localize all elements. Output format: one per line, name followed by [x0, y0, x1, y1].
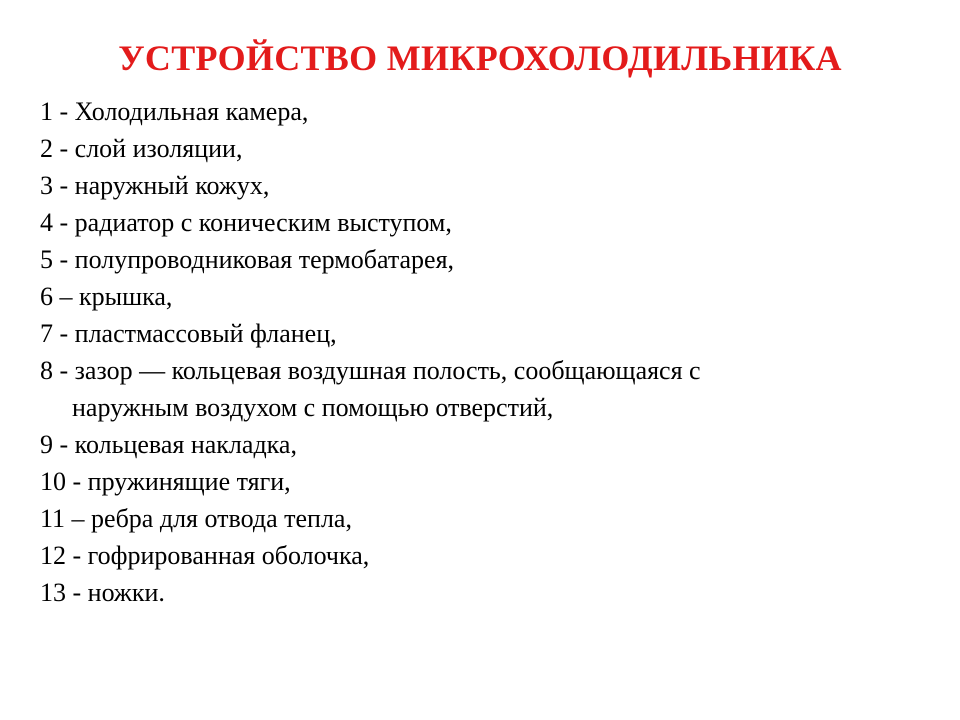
list-item-text: 10 - пружинящие тяги, — [40, 467, 291, 496]
list-item-text: 13 - ножки. — [40, 578, 165, 607]
list-item-text: 4 - радиатор с коническим выступом, — [40, 208, 452, 237]
list-item — [40, 204, 920, 241]
list-item — [40, 574, 920, 611]
slide-title: УСТРОЙСТВО МИКРОХОЛОДИЛЬНИКА — [118, 38, 842, 78]
list-item — [40, 241, 920, 278]
list-item-text: 2 - слой изоляции, — [40, 134, 243, 163]
list-item-text: 7 - пластмассовый фланец, — [40, 319, 337, 348]
list-item — [40, 426, 920, 463]
list-item-text: 5 - полупроводниковая термобатарея, — [40, 245, 455, 274]
list-item — [40, 463, 920, 500]
list-item — [40, 315, 920, 352]
list-item-text: 11 – ребра для отвода тепла, — [40, 504, 352, 533]
list-item — [40, 130, 920, 167]
list-item-continuation: наружным воздухом с помощью отверстий, — [72, 393, 554, 422]
list-item-text: 3 - наружный кожух, — [40, 171, 270, 200]
list-item — [40, 500, 920, 537]
list-item-text: 12 - гофрированная оболочка, — [40, 541, 370, 570]
list-item — [40, 93, 920, 130]
list-item — [40, 167, 920, 204]
list-item-text: 1 - Холодильная камера, — [40, 97, 309, 126]
list-item — [40, 278, 920, 315]
list-item-text: 8 - зазор — кольцевая воздушная полость, сообщающаяся с — [40, 356, 701, 385]
list-item — [40, 537, 920, 574]
list-item-text: 9 - кольцевая накладка, — [40, 430, 297, 459]
list-item — [40, 352, 920, 426]
parts-list — [40, 93, 920, 611]
list-item-text: 6 – крышка, — [40, 282, 173, 311]
